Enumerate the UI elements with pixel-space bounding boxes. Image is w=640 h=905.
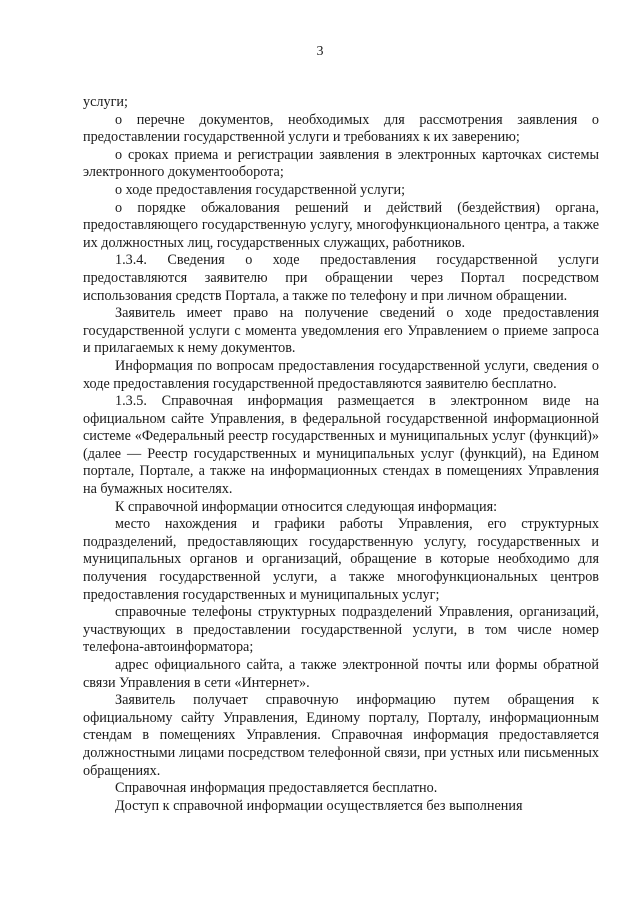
paragraph-phones: справочные телефоны структурных подразделений Управления, организаций, участвующих в предоставлении государственной услуги, в том числе номер телефона-автоинформатора;	[83, 604, 599, 656]
page-number: 3	[316, 44, 324, 59]
paragraph-list-item-documents: о перечне документов, необходимых для рассмотрения заявления о предоставлении государственной услуги и требованиях к их заверению;	[83, 111, 599, 146]
paragraph-applicant-right: Заявитель имеет право на получение сведений о ходе предоставления государственной услуги с момента уведомления его Управлением о приеме запроса и прилагаемых к нему документов.	[83, 305, 599, 357]
paragraph-list-item-deadlines: о сроках приема и регистрации заявления в электронных карточках системы электронного документооборота;	[83, 146, 599, 181]
paragraph-access: Доступ к справочной информации осуществляется без выполнения	[115, 797, 523, 814]
paragraph-list-item-appeal: о порядке обжалования решений и действий (бездействия) органа, предоставляющего государственную услугу, многофункционального центра, а также их должностных лиц, государственных служащих, работников.	[83, 199, 599, 251]
paragraph-reference-info-intro: К справочной информации относится следующая информация:	[115, 498, 498, 515]
document-body	[83, 94, 599, 815]
paragraph-1-3-5: 1.3.5. Справочная информация размещается в электронном виде на официальном сайте Управления, в федеральной государственной информационной системе «Федеральный реестр государственных и муниципальных услуг (функций)» (далее — Реестр государственных и муниципальных услуг (функций), на Едином портале, Портале, а также на информационных стендах в помещениях Управления на бумажных носителях.	[83, 393, 599, 498]
paragraph-how-to-obtain: Заявитель получает справочную информацию путем обращения к официальному сайту Управления, Единому порталу, Порталу, информационным стендам в помещениях Управления. Справочная информация предоставляется должностными лицами посредством телефонной связи, при устных или письменных обращениях.	[83, 692, 599, 779]
paragraph-website-address: адрес официального сайта, а также электронной почты или формы обратной связи Управления в сети «Интернет».	[83, 657, 599, 691]
paragraph-location-schedule: место нахождения и графики работы Управления, его структурных подразделений, предоставляющих государственную услугу, государственных и муниципальных органов и организаций, обращение в которые необходимо для получения государственной услуги, а также многофункциональных центров предоставления государственных и муниципальных услуг;	[83, 516, 599, 603]
paragraph-free-of-charge: Справочная информация предоставляется бесплатно.	[115, 780, 438, 797]
paragraph-list-item-progress: о ходе предоставления государственной услуги;	[115, 181, 406, 198]
paragraph-continuation: услуги;	[83, 94, 128, 110]
paragraph-1-3-4: 1.3.4. Сведения о ходе предоставления государственной услуги предоставляются заявителю при обращении через Портал посредством использования средств Портала, а также по телефону и при личном обращении.	[83, 252, 599, 304]
paragraph-information-free: Информация по вопросам предоставления государственной услуги, сведения о ходе предоставления государственной предоставляются заявителю бесплатно.	[83, 357, 599, 392]
